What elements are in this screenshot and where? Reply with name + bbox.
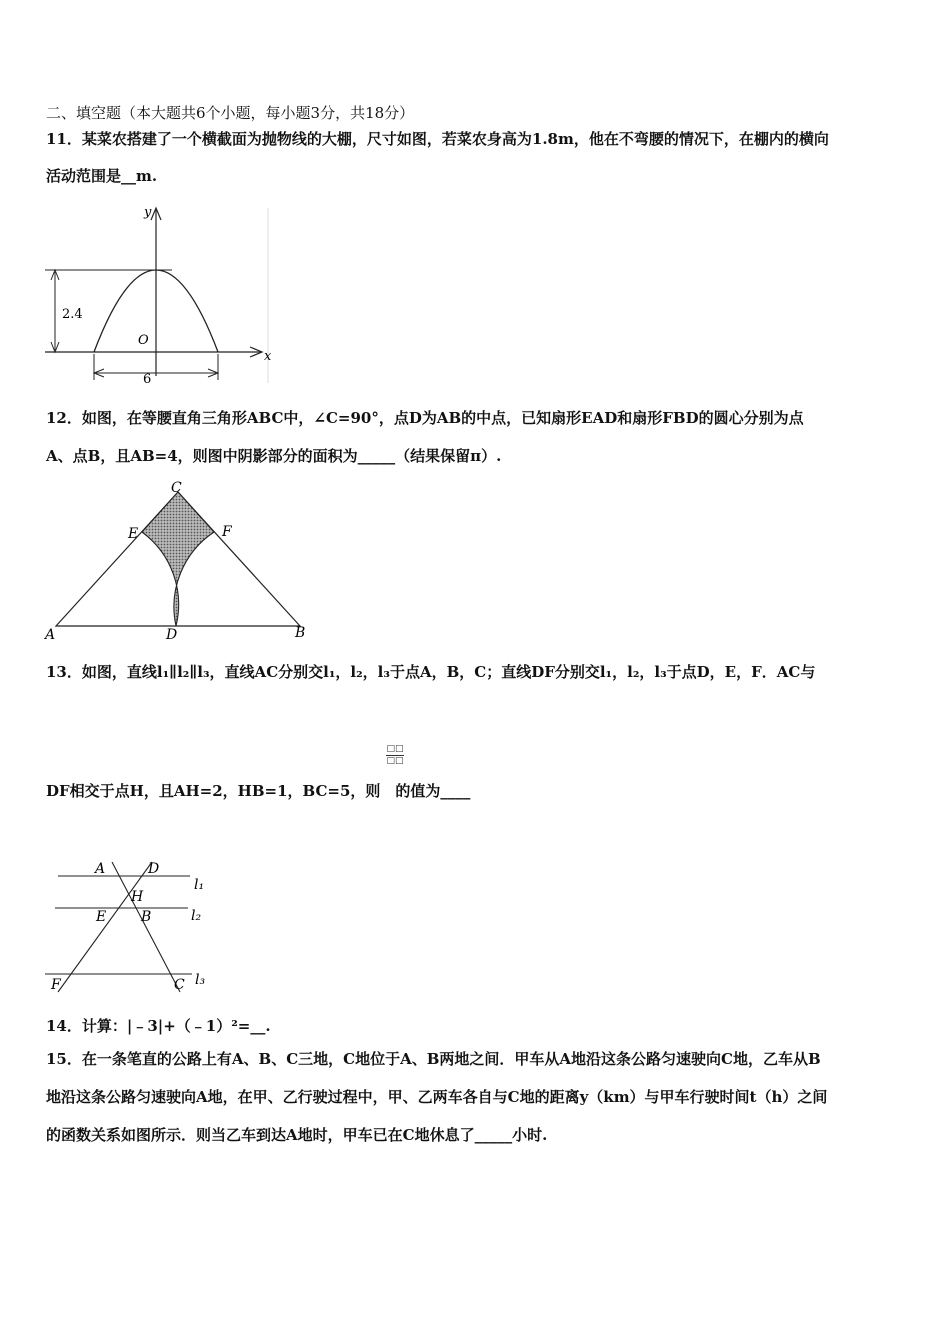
point-f-label: F (222, 524, 232, 540)
q13-text-line2: DF相交于点H，且AH=2，HB=1，BC=5，则 的值为____ (46, 782, 471, 800)
point-e-label: E (128, 526, 139, 542)
shaded-region (142, 492, 214, 626)
line-l2-label: l₂ (191, 908, 202, 924)
q12-text-line1: 12．如图，在等腰直角三角形ABC中，∠C=90°，点D为AB的中点，已知扇形EAD和扇形FBD的圆心分别为点 (46, 409, 804, 427)
fraction-bottom: □□ (386, 756, 404, 766)
width-label: 6 (143, 372, 152, 387)
y-axis-label: y (144, 205, 152, 220)
point-c-label: C (171, 480, 182, 496)
q13-parallel-lines-figure (40, 852, 230, 1002)
line-df (58, 862, 152, 992)
point-b-label: B (295, 625, 306, 641)
x-axis-label: x (264, 349, 272, 364)
point-h-label: H (131, 889, 144, 905)
point-d-label: D (166, 627, 178, 643)
q15-text-line1: 15．在一条笔直的公路上有A、B、C三地，C地位于A、B两地之间．甲车从A地沿这条公路匀速驶向C地，乙车从B (46, 1050, 821, 1068)
q11-text-line2: 活动范围是__m. (46, 167, 158, 185)
line-ac (112, 862, 180, 992)
point-a-label: A (45, 627, 56, 643)
point-e-label: E (96, 909, 107, 925)
q13-fraction-placeholder (386, 744, 404, 767)
q11-parabola-figure (40, 198, 280, 388)
q12-text-line2: A、点B，且AB=4，则图中阴影部分的面积为_____（结果保留π）. (46, 447, 502, 465)
point-a-label: A (95, 861, 106, 877)
point-b-label: B (141, 909, 152, 925)
origin-label: O (138, 333, 149, 348)
height-label: 2.4 (62, 307, 83, 322)
line-l1-label: l₁ (194, 877, 205, 893)
q12-triangle-figure (40, 480, 320, 645)
q15-text-line2: 地沿这条公路匀速驶向A地，在甲、乙行驶过程中，甲、乙两车各自与C地的距离y（km）与甲车行驶时间t（h）之间 (46, 1088, 828, 1106)
point-d-label: D (148, 861, 160, 877)
point-c-label: C (174, 977, 185, 993)
q11-text-line1: 11．某菜农搭建了一个横截面为抛物线的大棚，尺寸如图，若菜农身高为1.8m，他在不弯腰的情况下，在棚内的横向 (46, 130, 829, 148)
q13-text-line1: 13．如图，直线l₁∥l₂∥l₃，直线AC分别交l₁，l₂，l₃于点A，B，C；直线DF分别交l₁，l₂，l₃于点D，E，F．AC与 (46, 663, 816, 681)
fraction-top: □□ (386, 744, 404, 754)
q15-text-line3: 的函数关系如图所示．则当乙车到达A地时，甲车已在C地休息了_____小时. (46, 1126, 548, 1144)
point-f-label: F (51, 977, 61, 993)
q14-text-line1: 14．计算：|﹣3|+（﹣1）²=__. (46, 1017, 271, 1035)
line-l3-label: l₃ (195, 972, 206, 988)
section-heading: 二、填空题（本大题共6个小题，每小题3分，共18分） (46, 104, 415, 122)
